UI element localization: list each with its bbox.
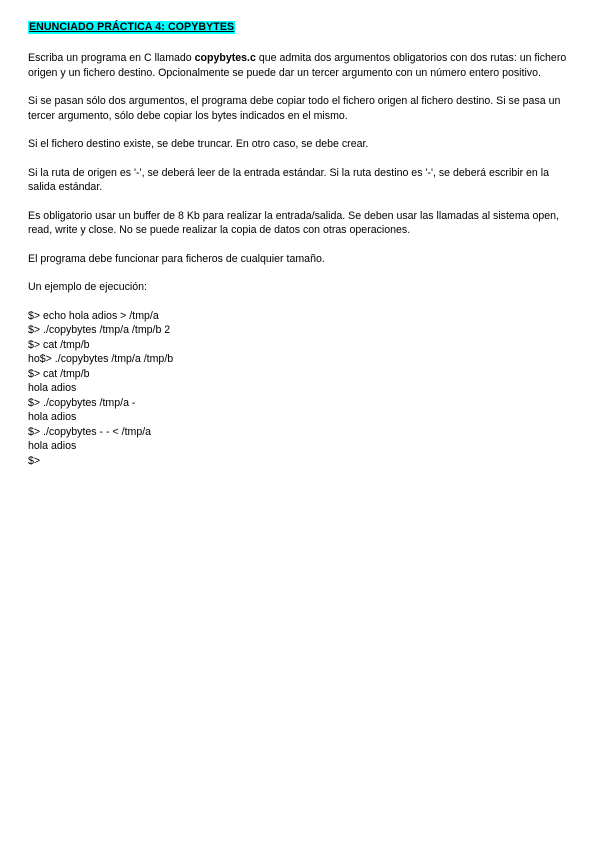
document-title: ENUNCIADO PRÁCTICA 4: COPYBYTES <box>29 21 235 33</box>
example-line: $> cat /tmp/b <box>28 367 90 380</box>
document-page <box>28 20 574 468</box>
example-line: hola adios <box>28 411 77 423</box>
example-line: $> cat /tmp/b <box>28 338 90 351</box>
paragraph-example-intro: Un ejemplo de ejecución: <box>28 281 147 293</box>
paragraph-stdio: Si la ruta de origen es '-', se deberá leer de la entrada estándar. Si la ruta destino es '-', se deberá escribir en la salida estándar. <box>28 166 550 193</box>
paragraph-size: El programa debe funcionar para ficheros de cualquier tamaño. <box>28 252 325 265</box>
example-terminal-session <box>28 309 574 469</box>
example-line: ho$> ./copybytes /tmp/a /tmp/b <box>28 353 174 365</box>
example-line: $> ./copybytes /tmp/a /tmp/b 2 <box>28 324 171 336</box>
intro-paragraph <box>28 51 574 80</box>
example-line: hola adios <box>28 382 77 394</box>
paragraph-arguments: Si se pasan sólo dos argumentos, el programa debe copiar todo el fichero origen al fichero destino. Si se pasa un tercer argumento, sólo debe copiar los bytes indicados en el mismo. <box>28 95 561 122</box>
example-line: hola adios <box>28 440 77 452</box>
paragraph-truncate: Si el fichero destino existe, se debe truncar. En otro caso, se debe crear. <box>28 138 369 150</box>
example-line: $> echo hola adios > /tmp/a <box>28 309 159 322</box>
example-line: $> ./copybytes /tmp/a - <box>28 396 136 409</box>
program-name: copybytes.c <box>194 52 256 64</box>
example-line: $> ./copybytes - - < /tmp/a <box>28 425 152 438</box>
paragraph-buffer: Es obligatorio usar un buffer de 8 Kb para realizar la entrada/salida. Se deben usar las llamadas al sistema open, read, write y close. No se puede realizar la copia de datos con otras operaciones. <box>28 209 559 236</box>
example-line: $> <box>28 454 41 467</box>
intro-text-after: que admita dos argumentos obligatorios con dos rutas: un fichero origen y un fichero destino. Opcionalmente se puede dar un tercer argumento con un número entero positivo. <box>28 52 567 79</box>
intro-text-before: Escriba un programa en C llamado <box>28 52 195 64</box>
